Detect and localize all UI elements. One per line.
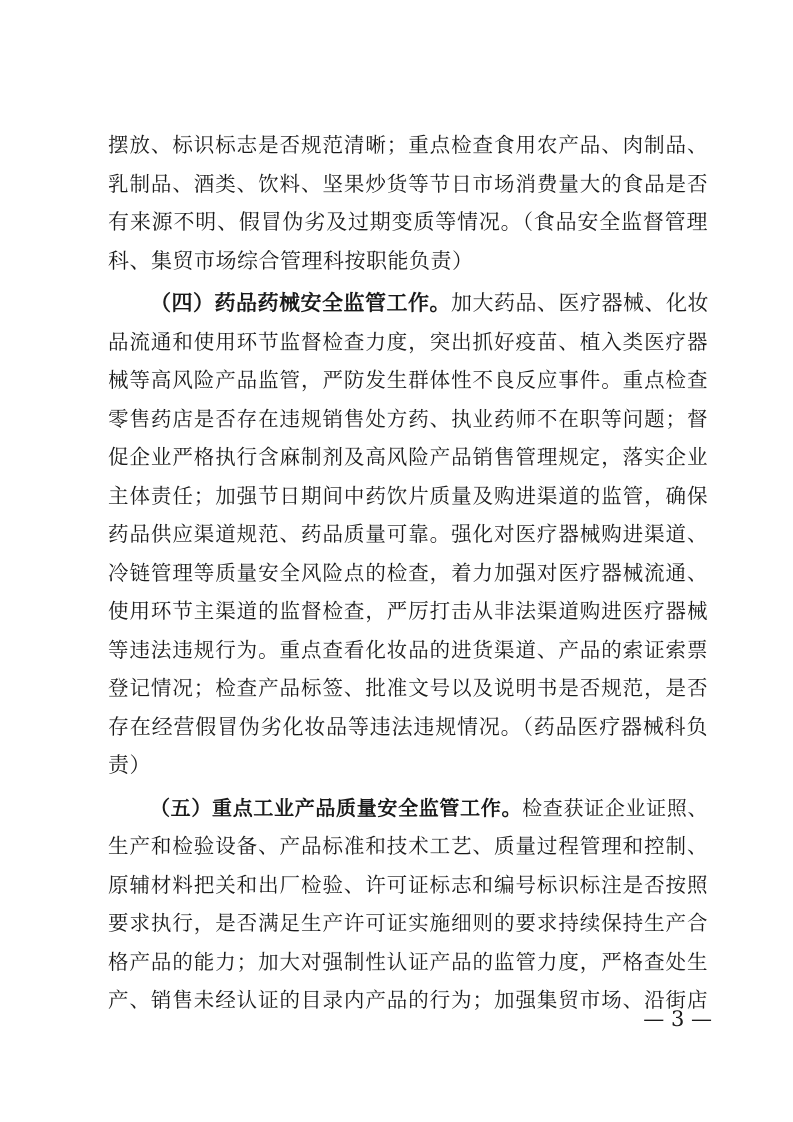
section-5-first-line [108, 789, 708, 828]
text-fragment: 检查获证企业证照、 [522, 795, 709, 820]
text-line: 冷链管理等质量安全风险点的检查，着力加强对医疗器械流通、 [108, 560, 708, 585]
section-4-first-line [108, 284, 708, 323]
document-body [108, 126, 708, 1020]
text-line: 乳制品、酒类、饮料、坚果炒货等节日市场消费量大的食品是否 [108, 171, 708, 196]
text-line: 责） [108, 753, 151, 777]
text-line: 品流通和使用环节监督检查力度，突出抓好疫苗、植入类医疗器 [108, 329, 708, 354]
text-line: 要求执行，是否满足生产许可证实施细则的要求持续保持生产合 [108, 911, 708, 935]
text-line: 主体责任；加强节日期间中药饮片质量及购进渠道的监管，确保 [108, 483, 708, 508]
page-number: — 3 — [643, 1007, 712, 1031]
text-line: 药品供应渠道规范、药品质量可靠。强化对医疗器械购进渠道、 [108, 522, 708, 546]
text-fragment: 加大药品、医疗器械、化妆 [451, 291, 709, 315]
section-5-heading: （五）重点工业产品质量安全监管工作。 [150, 795, 523, 820]
text-line: 有来源不明、假冒伪劣及过期变质等情况。（食品安全监督管理 [108, 210, 708, 234]
text-line: 等违法违规行为。重点查看化妆品的进货渠道、产品的索证索票 [108, 637, 708, 662]
text-line: 零售药店是否存在违规销售处方药、执业药师不在职等问题；督 [108, 406, 708, 431]
text-line: 格产品的能力；加大对强制性认证产品的监管力度，严格查处生 [108, 949, 708, 974]
text-line: 科、集贸市场综合管理科按职能负责） [108, 248, 474, 273]
text-line: 产、销售未经认证的目录内产品的行为；加强集贸市场、沿街店 [108, 988, 708, 1012]
text-line: 存在经营假冒伪劣化妆品等违法违规情况。（药品医疗器械科负 [108, 714, 708, 739]
text-line: 摆放、标识标志是否规范清晰；重点检查食用农产品、肉制品、 [108, 133, 708, 157]
text-line: 原辅材料把关和出厂检验、许可证标志和编号标识标注是否按照 [108, 872, 708, 897]
text-line: 登记情况；检查产品标签、批准文号以及说明书是否规范，是否 [108, 676, 708, 700]
text-line: 械等高风险产品监管，严防发生群体性不良反应事件。重点检查 [108, 368, 708, 392]
text-line: 使用环节主渠道的监督检查，严厉打击从非法渠道购进医疗器械 [108, 599, 708, 623]
section-4-heading: （四）药品药械安全监管工作。 [150, 291, 451, 315]
text-line: 促企业严格执行含麻制剂及高风险产品销售管理规定，落实企业 [108, 445, 708, 469]
text-line: 生产和检验设备、产品标准和技术工艺、质量过程管理和控制、 [108, 834, 708, 858]
